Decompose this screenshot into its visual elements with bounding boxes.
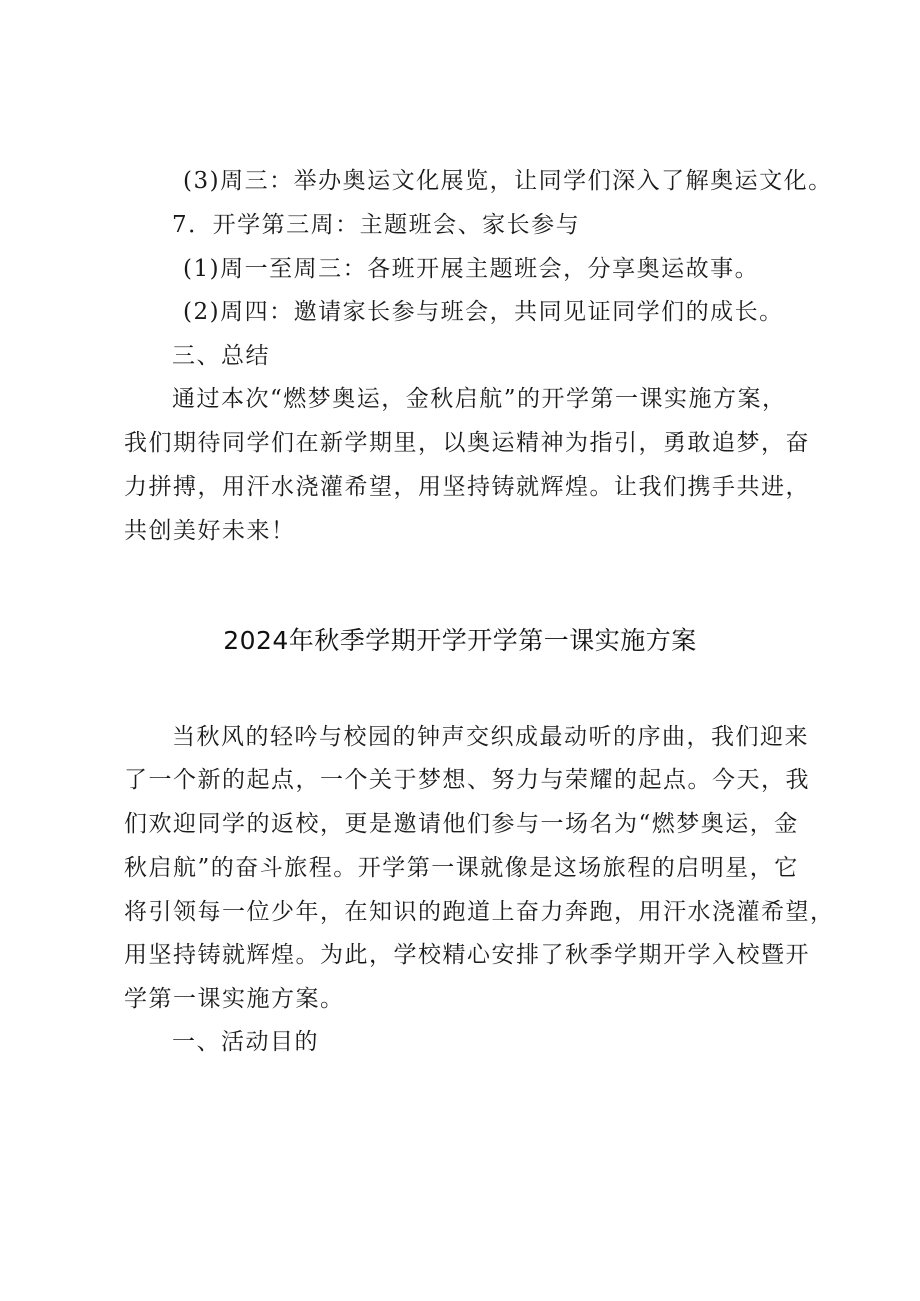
list-item-class-meeting: (1)周一至周三：各班开展主题班会，分享奥运故事。 [183, 256, 760, 282]
intro-paragraph-line: 秋启航”的奋斗旅程。开学第一课就像是这场旅程的启明星，它 [124, 855, 799, 881]
intro-paragraph-line: 了一个新的起点，一个关于梦想、努力与荣耀的起点。今天，我 [124, 767, 810, 793]
list-item-wednesday-exhibition: (3)周三：举办奥运文化展览，让同学们深入了解奥运文化。 [183, 168, 833, 194]
intro-paragraph-line: 们欢迎同学的返校，更是邀请他们参与一场名为“燃梦奥运，金 [124, 811, 799, 837]
summary-paragraph-line: 通过本次“燃梦奥运，金秋启航”的开学第一课实施方案， [172, 386, 787, 412]
summary-heading: 三、总结 [172, 343, 270, 369]
intro-paragraph-line: 用坚持铸就辉煌。为此，学校精心安排了秋季学期开学入校暨开 [124, 942, 810, 968]
section-1-heading: 一、活动目的 [172, 1029, 319, 1055]
document-title: 2024年秋季学期开学开学第一课实施方案 [223, 626, 697, 655]
summary-paragraph-line: 我们期待同学们在新学期里，以奥运精神为指引，勇敢追梦，奋 [124, 430, 810, 456]
list-item-parent-participation: (2)周四：邀请家长参与班会，共同见证同学们的成长。 [183, 299, 784, 325]
week-three-heading: 7．开学第三周：主题班会、家长参与 [172, 212, 581, 238]
intro-paragraph-line: 学第一课实施方案。 [124, 986, 345, 1012]
summary-paragraph-line: 共创美好未来！ [124, 518, 296, 544]
intro-paragraph-line: 当秋风的轻吟与校园的钟声交织成最动听的序曲，我们迎来 [172, 724, 809, 750]
intro-paragraph-line: 将引领每一位少年，在知识的跑道上奋力奔跑，用汗水浇灌希望， [124, 899, 835, 925]
summary-paragraph-line: 力拼搏，用汗水浇灌希望，用坚持铸就辉煌。让我们携手共进， [124, 474, 810, 500]
